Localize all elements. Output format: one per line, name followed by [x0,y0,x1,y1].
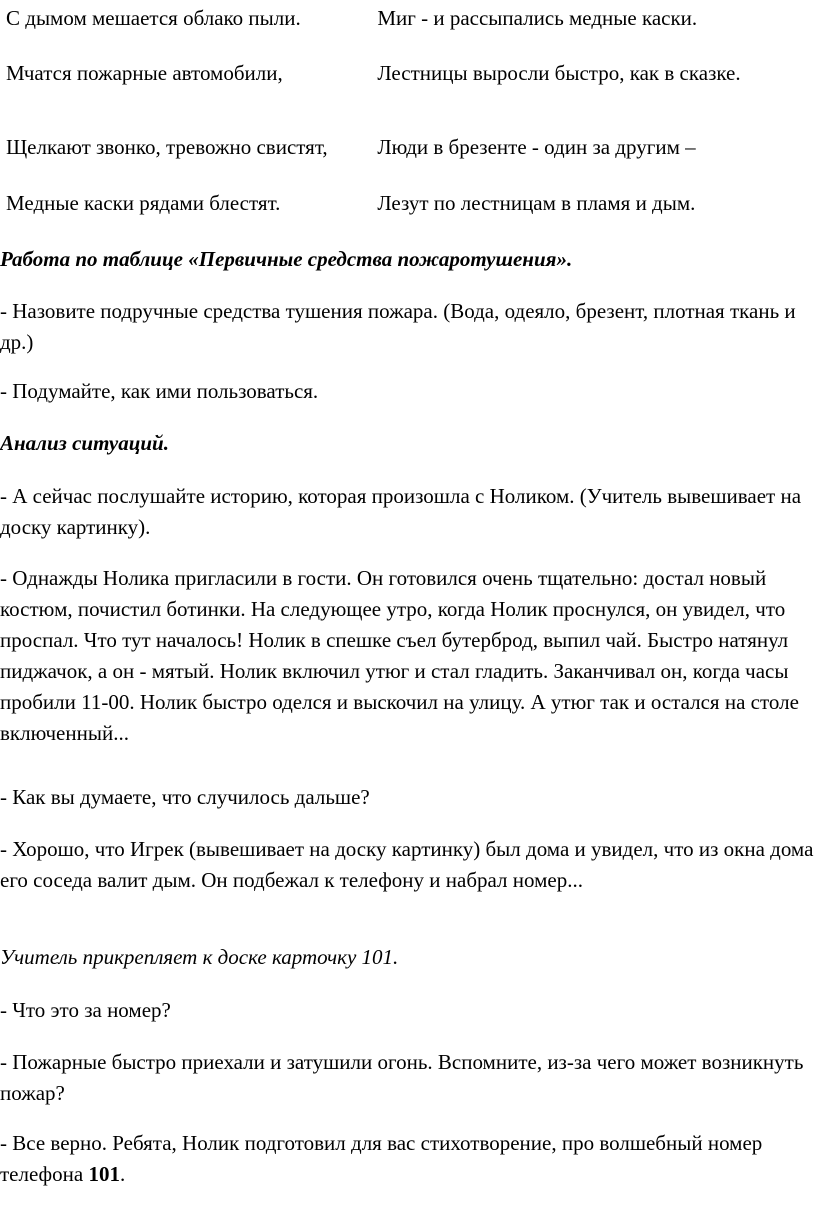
poem-line-left: Щелкают звонко, тревожно свистят, [6,135,328,159]
poem-row [0,110,812,184]
paragraph-listen-story: - А сейчас послушайте историю, которая произошла с Ноликом. (Учитель вывешивает на доску картинку). [0,484,802,539]
paragraph-think-use: - Подумайте, как ими пользоваться. [0,379,319,403]
poem-line-right: Миг - и рассыпались медные каски. [377,6,698,30]
paragraph-name-means: - Назовите подручные средства тушения пожара. (Вода, одеяло, брезент, плотная ткань и др.) [0,299,796,354]
poem-line-left: Медные каски рядами блестят. [6,191,281,215]
paragraph-story: - Однажды Нолика пригласили в гости. Он готовился очень тщательно: достал новый костюм, почистил ботинки. На следующее утро, когда Нолик проснулся, он увидел, что проспал. Что тут началось! Нолик в спешке съел бутерброд, выпил чай. Быстро натянул пиджачок, а он - мятый. Нолик включил утюг и стал гладить. Заканчивал он, когда часы пробили 11-00. Нолик быстро оделся и выскочил на улицу. А утюг так и остался на столе включенный... [0,566,799,745]
poem-row [0,0,812,36]
paragraph-what-number: - Что это за номер? [0,998,171,1022]
paragraph-poem-intro [0,1128,814,1190]
poem-line-left: Мчатся пожарные автомобили, [6,61,283,85]
poem-row [0,36,812,110]
paragraph-firefighters: - Пожарные быстро приехали и затушили огонь. Вспомните, из-за чего может возникнуть пожар? [0,1050,804,1105]
poem-line-right: Лезут по лестницам в пламя и дым. [377,191,696,215]
poem-intro-text: - Все верно. Ребята, Нолик подготовил для вас стихотворение, про волшебный номер телефона [0,1131,763,1186]
phone-number-101: 101 [88,1162,120,1186]
poem-line-right: Люди в брезенте - один за другим – [377,135,696,159]
poem-row [0,184,812,222]
paragraph-igrek: - Хорошо, что Игрек (вывешивает на доску картинку) был дома и увидел, что из окна дома его соседа валит дым. Он подбежал к телефону и набрал номер... [0,837,814,892]
poem-line-right: Лестницы выросли быстро, как в сказке. [377,61,741,85]
paragraph-what-next: - Как вы думаете, что случилось дальше? [0,785,370,809]
paragraph-teacher-card: Учитель прикрепляет к доске карточку 101. [0,945,399,969]
section-heading-analysis: Анализ ситуаций. [0,431,169,455]
section-heading-table-work: Работа по таблице «Первичные средства пожаротушения». [0,247,573,271]
poem-table [0,0,812,222]
poem-intro-end: . [119,1162,126,1186]
poem-line-left: С дымом мешается облако пыли. [6,6,301,30]
